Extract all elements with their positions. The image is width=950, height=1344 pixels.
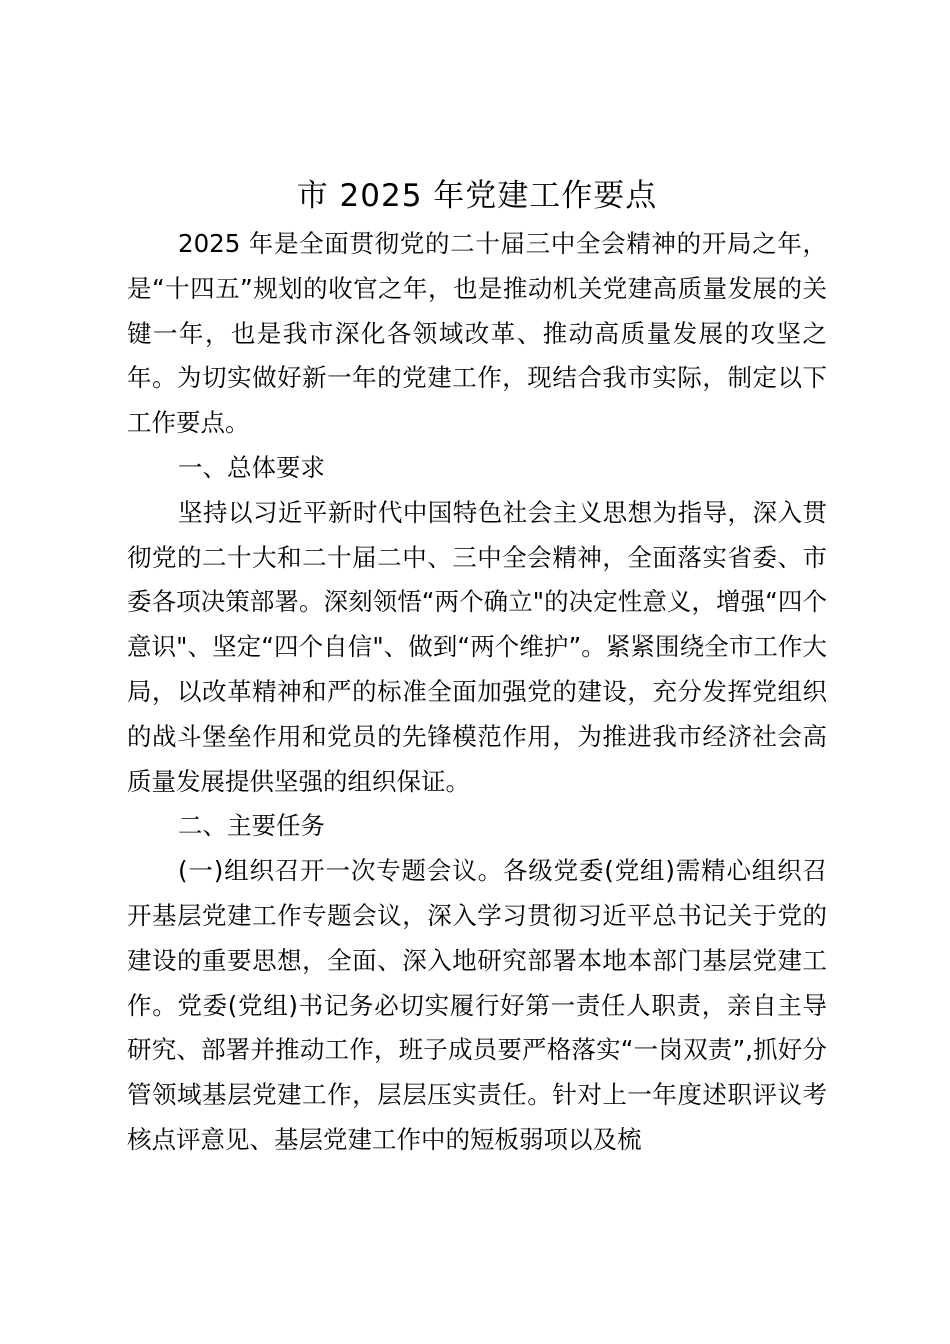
document-body [127,170,827,1163]
section-heading-main-tasks: 二、主要任务 [178,811,325,841]
general-requirements-paragraph: 坚持以习近平新时代中国特色社会主义思想为指导，深入贯彻党的二十大和二十届二中、三中全会精神，全面落实省委、市委各项决策部署。深刻领悟“两个确立"的决定性意义，增强“四个意识"、坚定“四个自信"、做到“两个维护”。紧紧围绕全市工作大局，以改革精神和严的标准全面加强党的建设，充分发挥党组织的战斗堡垒作用和党员的先锋模范作用，为推进我市经济社会高质量发展提供坚强的组织保证。 [127,497,827,796]
section-heading-general-requirements: 一、总体要求 [178,452,325,482]
intro-paragraph: 2025 年是全面贯彻党的二十届三中全会精神的开局之年，是“十四五”规划的收官之年，也是推动机关党建高质量发展的关键一年，也是我市深化各领域改革、推动高质量发展的攻坚之年。为切实做好新一年的党建工作，现结合我市实际，制定以下工作要点。 [127,229,827,438]
task-one-paragraph: (一)组织召开一次专题会议。各级党委(党组)需精心组织召开基层党建工作专题会议，深入学习贯彻习近平总书记关于党的建设的重要思想，全面、深入地研究部署本地本部门基层党建工作。党委(党组)书记务必切实履行好第一责任人职责，亲自主导研究、部署并推动工作，班子成员要严格落实“一岗双责”,抓好分管领域基层党建工作，层层压实责任。针对上一年度述职评议考核点评意见、基层党建工作中的短板弱项以及梳 [127,856,827,1154]
document-title: 市 2025 年党建工作要点 [296,178,658,214]
